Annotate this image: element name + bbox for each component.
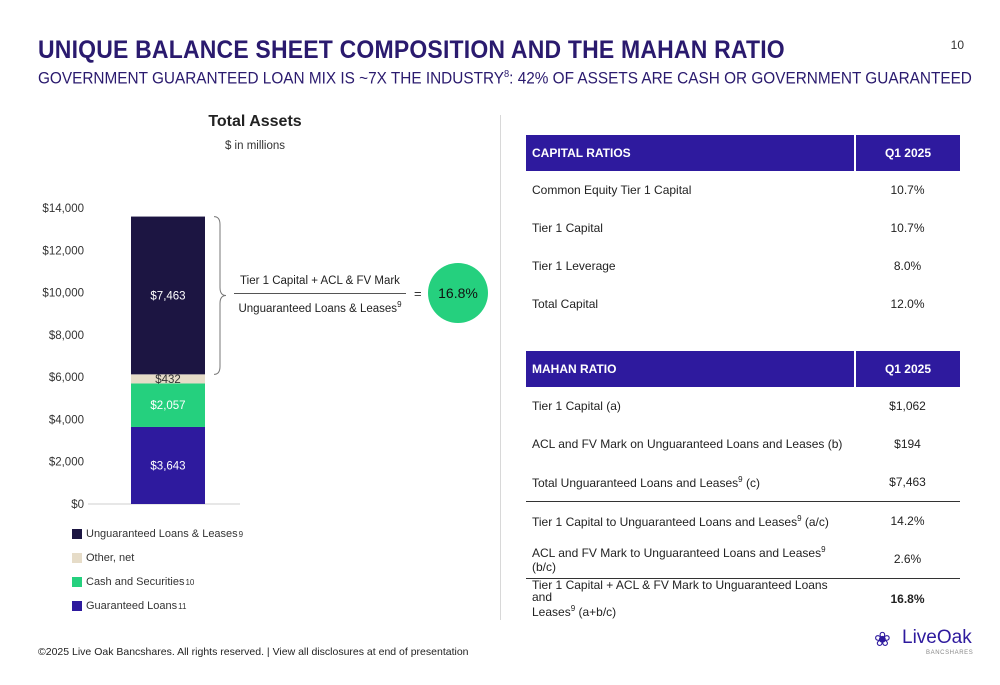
y-tick-label: $2,000 (48, 456, 84, 469)
y-tick-label: $4,000 (48, 414, 84, 427)
legend-label: Unguaranteed Loans & Leases (86, 528, 238, 540)
row-value: 16.8% (855, 579, 960, 619)
denominator-footnote: 9 (397, 300, 402, 309)
mahan-ratio-badge (428, 263, 488, 323)
bar-data-label: $432 (155, 373, 181, 386)
row-label-text-line2: Leases (532, 605, 571, 619)
table-header-row (526, 351, 960, 387)
legend-item (72, 594, 243, 618)
column-header-period: Q1 2025 (855, 351, 960, 387)
row-label-footnote: 9 (821, 544, 826, 554)
row-value: $1,062 (889, 399, 926, 413)
legend-footnote: 11 (178, 601, 187, 611)
row-value: 14.2% (855, 502, 960, 541)
logo-subtext: BANCSHARES (926, 650, 974, 656)
table-row (526, 540, 960, 579)
legend-swatch (72, 529, 82, 539)
legend-swatch (72, 553, 82, 563)
row-label-footnote: 9 (797, 513, 802, 523)
denominator-text: Unguaranteed Loans & Leases (238, 302, 398, 315)
formula-numerator: Tier 1 Capital + ACL & FV Mark (240, 275, 400, 287)
page-title: UNIQUE BALANCE SHEET COMPOSITION AND THE MAHAN RATIO (38, 36, 785, 64)
table-row (526, 425, 960, 463)
row-label (526, 502, 855, 541)
chart-legend (72, 522, 243, 618)
table-row (526, 463, 960, 502)
equals-sign: = (414, 286, 422, 301)
row-value: 2.6% (893, 552, 922, 566)
company-logo (874, 625, 974, 661)
curly-brace (214, 217, 226, 375)
row-label: Common Equity Tier 1 Capital (532, 183, 692, 197)
column-header: CAPITAL RATIOS (526, 135, 855, 171)
row-label (526, 425, 855, 463)
row-label-text: Tier 1 Capital (a) (532, 399, 621, 413)
column-header: MAHAN RATIO (526, 351, 855, 387)
chart-title: Total Assets (208, 113, 302, 130)
table-total-row (526, 579, 960, 619)
row-label (526, 387, 855, 425)
legend-swatch (72, 601, 82, 611)
y-tick-label: $6,000 (48, 372, 84, 385)
subtitle-text-end: : 42% OF ASSETS ARE CASH OR GOVERNMENT GUARANTEED (509, 69, 972, 88)
row-label-suffix: (c) (742, 475, 760, 490)
oak-tree-icon: ❀ (874, 629, 891, 651)
row-label-text: ACL and FV Mark to Unguaranteed Loans and Leases (532, 545, 822, 560)
row-value: 12.0% (890, 297, 925, 311)
row-label-suffix: (a+b/c) (575, 605, 617, 619)
legend-label: Guaranteed Loans (86, 600, 178, 612)
legend-swatch (72, 577, 82, 587)
legend-label: Other, net (86, 552, 135, 564)
row-label (526, 463, 855, 502)
row-label: Tier 1 Leverage (532, 259, 616, 273)
subtitle-text: GOVERNMENT GUARANTEED LOAN MIX IS ~7X THE INDUSTRY (38, 69, 504, 88)
row-label-text: Tier 1 Capital to Unguaranteed Loans and Leases (532, 514, 798, 529)
row-label-text: ACL and FV Mark on Unguaranteed Loans and Leases (b) (532, 437, 843, 451)
legend-footnote: 9 (238, 529, 244, 539)
row-value: 10.7% (890, 221, 925, 235)
y-tick-label: $14,000 (42, 203, 84, 215)
row-label-suffix: (a/c) (801, 514, 829, 529)
mahan-ratio-table (526, 351, 960, 618)
y-tick-label: $12,000 (42, 245, 84, 258)
table-row (526, 285, 960, 323)
row-label (526, 579, 855, 619)
legend-item (72, 522, 243, 546)
legend-item (72, 546, 243, 570)
y-tick-label: $8,000 (48, 329, 84, 342)
row-value: 8.0% (893, 259, 922, 273)
chart-subtitle: $ in millions (224, 140, 286, 152)
bar-data-label: $7,463 (150, 290, 186, 303)
row-label-footnote: 9 (738, 474, 743, 484)
row-label (526, 540, 855, 579)
capital-ratios-table (526, 135, 960, 323)
logo-wordmark: LiveOak (902, 627, 972, 648)
legend-label: Cash and Securities (86, 576, 185, 588)
legend-footnote: 10 (185, 577, 195, 587)
formula-denominator (234, 294, 406, 315)
row-label-text: Total Unguaranteed Loans and Leases (532, 475, 739, 490)
row-label: Tier 1 Capital (532, 221, 603, 235)
y-tick-label: $10,000 (42, 287, 84, 300)
subtitle-footnote: 8 (503, 69, 510, 80)
bar-data-label: $3,643 (150, 460, 186, 473)
table-row (526, 387, 960, 425)
table-row (526, 171, 960, 209)
section-divider (500, 115, 501, 620)
table-header-row (526, 135, 960, 171)
row-label-suffix: (b/c) (532, 559, 556, 574)
row-value: 10.7% (890, 183, 925, 197)
row-label: Total Capital (532, 297, 599, 311)
table-row (526, 209, 960, 247)
table-row (526, 502, 960, 541)
row-value: $194 (894, 437, 921, 451)
column-header-period: Q1 2025 (855, 135, 960, 171)
mahan-formula (234, 275, 406, 315)
y-tick-label: $0 (71, 499, 84, 511)
page-number: 10 (950, 38, 964, 52)
mahan-ratio-value: 16.8% (438, 285, 478, 301)
row-label-footnote: 9 (570, 604, 576, 613)
row-value: $7,463 (889, 475, 926, 489)
total-assets-chart (0, 0, 500, 520)
footer-disclaimer: ©2025 Live Oak Bancshares. All rights reserved. | View all disclosures at end of presentation (38, 646, 469, 658)
legend-item (72, 570, 243, 594)
table-row (526, 247, 960, 285)
bar-data-label: $2,057 (150, 400, 186, 413)
row-label-text: Tier 1 Capital + ACL & FV Mark to Unguaranteed Loans and (532, 578, 828, 604)
